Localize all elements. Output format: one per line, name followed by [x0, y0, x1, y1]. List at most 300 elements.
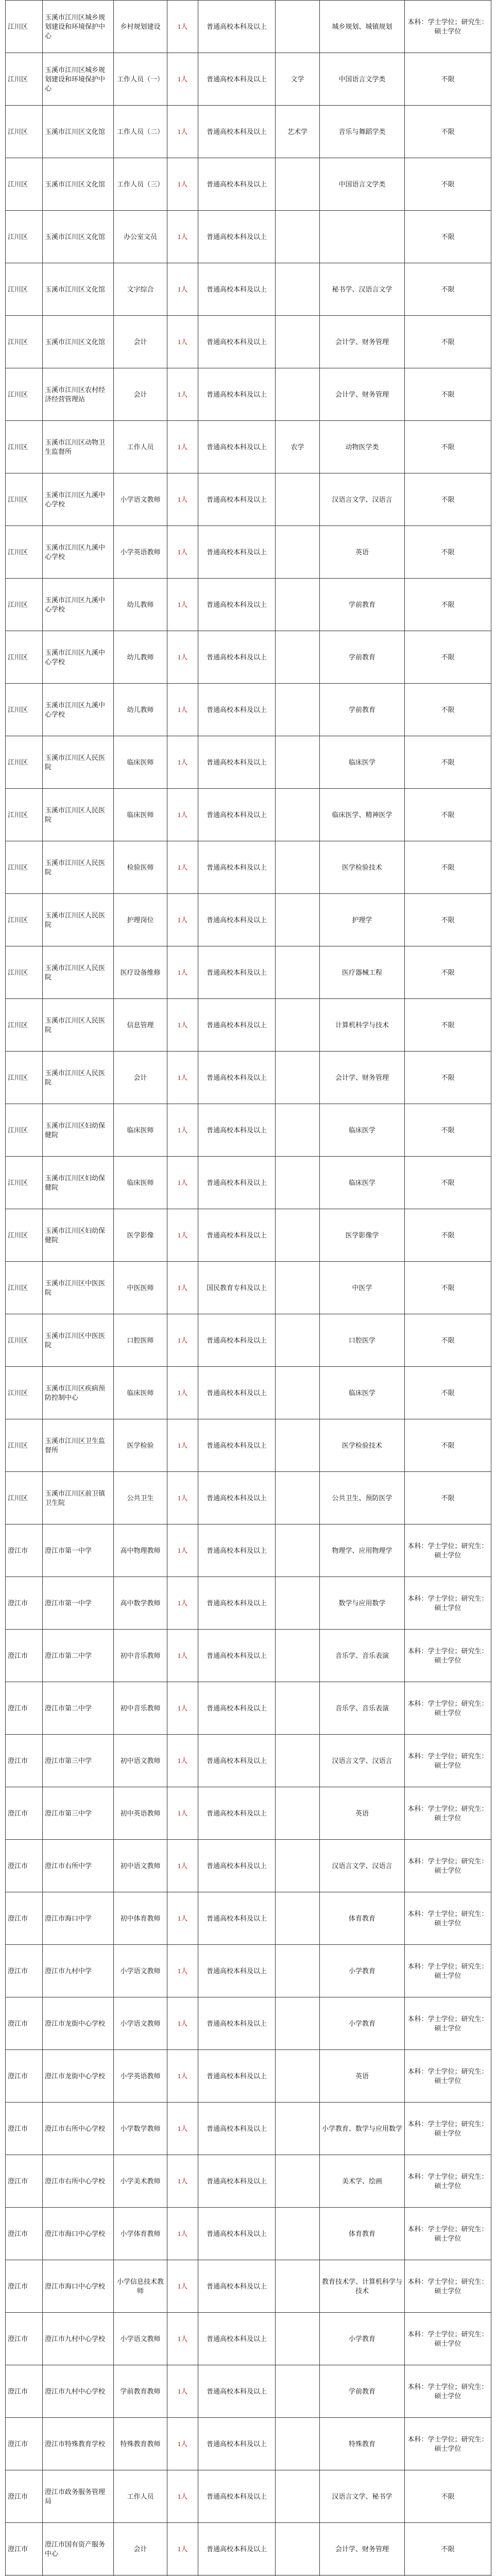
education-cell: 普通高校本科及以上	[198, 2103, 276, 2155]
education-cell: 普通高校本科及以上	[198, 1472, 276, 1524]
headcount-cell: 1人	[167, 158, 198, 211]
county-cell: 澄江市	[6, 1682, 43, 1735]
post-cell: 护理岗位	[114, 894, 167, 946]
major-cell: 秘书学、汉语言文学	[320, 263, 405, 316]
major-cell: 会计学、财务管理	[320, 316, 405, 368]
post-cell: 会计	[114, 2523, 167, 2575]
major-cell: 汉语言文学、汉语言	[320, 1840, 405, 1892]
post-cell: 工作人员（三）	[114, 158, 167, 211]
education-cell: 普通高校本科及以上	[198, 2260, 276, 2313]
headcount-cell: 1人	[167, 1630, 198, 1682]
headcount-cell: 1人	[167, 2523, 198, 2575]
headcount-cell: 1人	[167, 789, 198, 841]
table-row	[6, 946, 491, 999]
county-cell: 江川区	[6, 999, 43, 1052]
county-cell: 江川区	[6, 789, 43, 841]
post-cell: 初中音乐教师	[114, 1682, 167, 1735]
headcount-cell: 1人	[167, 894, 198, 946]
education-cell: 普通高校本科及以上	[198, 1735, 276, 1787]
county-cell: 江川区	[6, 1104, 43, 1157]
unit-cell: 澄江市九村中心学校	[43, 2313, 114, 2365]
headcount-cell: 1人	[167, 1209, 198, 1262]
other-req-cell: 本科：学士学位；研究生：硕士学位	[405, 2208, 491, 2260]
post-cell: 检验医师	[114, 841, 167, 894]
unit-cell: 玉溪市江川区中医医院	[43, 1314, 114, 1367]
table-row	[6, 473, 491, 526]
major-cell: 医学影像学	[320, 1209, 405, 1262]
county-cell: 江川区	[6, 736, 43, 789]
other-req-cell: 不限	[405, 736, 491, 789]
education-cell: 普通高校本科及以上	[198, 1052, 276, 1104]
post-cell: 小学语文教师	[114, 473, 167, 526]
category-cell	[276, 2050, 320, 2103]
county-cell: 江川区	[6, 894, 43, 946]
major-cell: 音乐学、音乐表演	[320, 1682, 405, 1735]
unit-cell: 玉溪市江川区妇幼保健院	[43, 1104, 114, 1157]
unit-cell: 玉溪市江川区九溪中心学校	[43, 473, 114, 526]
education-cell: 普通高校本科及以上	[198, 789, 276, 841]
county-cell: 江川区	[6, 263, 43, 316]
headcount-cell: 1人	[167, 684, 198, 736]
table-row	[6, 1052, 491, 1104]
education-cell: 普通高校本科及以上	[198, 263, 276, 316]
post-cell: 幼儿教师	[114, 684, 167, 736]
category-cell	[276, 1682, 320, 1735]
major-cell: 公共卫生、预防医学	[320, 1472, 405, 1524]
county-cell: 江川区	[6, 684, 43, 736]
category-cell: 农学	[276, 421, 320, 473]
headcount-cell: 1人	[167, 1262, 198, 1314]
headcount-cell: 1人	[167, 999, 198, 1052]
county-cell: 江川区	[6, 1472, 43, 1524]
unit-cell: 澄江市海口中心学校	[43, 2260, 114, 2313]
unit-cell: 玉溪市江川区文化馆	[43, 316, 114, 368]
headcount-cell: 1人	[167, 1367, 198, 1419]
table-row	[6, 53, 491, 106]
unit-cell: 玉溪市江川区文化馆	[43, 211, 114, 263]
category-cell	[276, 1367, 320, 1419]
education-cell: 普通高校本科及以上	[198, 2418, 276, 2470]
education-cell: 普通高校本科及以上	[198, 1104, 276, 1157]
post-cell: 工作人员	[114, 2470, 167, 2523]
county-cell: 江川区	[6, 1367, 43, 1419]
county-cell: 澄江市	[6, 1735, 43, 1787]
unit-cell: 澄江市海口中心学校	[43, 2208, 114, 2260]
unit-cell: 澄江市第一中学	[43, 1524, 114, 1577]
table-row	[6, 1682, 491, 1735]
table-row	[6, 736, 491, 789]
post-cell: 临床医师	[114, 1157, 167, 1209]
education-cell: 普通高校本科及以上	[198, 1840, 276, 1892]
post-cell: 小学英语教师	[114, 2050, 167, 2103]
category-cell	[276, 473, 320, 526]
unit-cell: 澄江市右所中心学校	[43, 2155, 114, 2208]
unit-cell: 玉溪市江川区文化馆	[43, 106, 114, 158]
headcount-cell: 1人	[167, 106, 198, 158]
headcount-cell: 1人	[167, 211, 198, 263]
category-cell	[276, 2418, 320, 2470]
major-cell: 汉语言文学、汉语言	[320, 1735, 405, 1787]
major-cell: 小学教育	[320, 1945, 405, 1997]
other-req-cell: 本科：学士学位；研究生：硕士学位	[405, 1, 491, 53]
headcount-cell: 1人	[167, 1840, 198, 1892]
unit-cell: 玉溪市江川区妇幼保健院	[43, 1157, 114, 1209]
headcount-cell: 1人	[167, 421, 198, 473]
education-cell: 普通高校本科及以上	[198, 631, 276, 684]
table-row	[6, 263, 491, 316]
unit-cell: 澄江市右所中学	[43, 1840, 114, 1892]
category-cell	[276, 2470, 320, 2523]
category-cell	[276, 789, 320, 841]
education-cell: 普通高校本科及以上	[198, 1630, 276, 1682]
education-cell: 普通高校本科及以上	[198, 579, 276, 631]
unit-cell: 澄江市九村中心学校	[43, 2365, 114, 2418]
headcount-cell: 1人	[167, 841, 198, 894]
education-cell: 普通高校本科及以上	[198, 2470, 276, 2523]
post-cell: 口腔医师	[114, 1314, 167, 1367]
headcount-cell: 1人	[167, 1314, 198, 1367]
unit-cell: 玉溪市江川区疾病预防控制中心	[43, 1367, 114, 1419]
major-cell: 音乐与舞蹈学类	[320, 106, 405, 158]
other-req-cell: 不限	[405, 1419, 491, 1472]
category-cell	[276, 1157, 320, 1209]
education-cell: 普通高校本科及以上	[198, 1209, 276, 1262]
post-cell: 幼儿教师	[114, 631, 167, 684]
post-cell: 信息管理	[114, 999, 167, 1052]
category-cell	[276, 368, 320, 421]
table-row	[6, 789, 491, 841]
county-cell: 澄江市	[6, 2313, 43, 2365]
other-req-cell: 本科：学士学位；研究生：硕士学位	[405, 1735, 491, 1787]
unit-cell: 玉溪市江川区文化馆	[43, 263, 114, 316]
table-row	[6, 368, 491, 421]
education-cell: 普通高校本科及以上	[198, 211, 276, 263]
major-cell: 体育教育	[320, 1892, 405, 1945]
unit-cell: 玉溪市江川区人民医院	[43, 789, 114, 841]
post-cell: 幼儿教师	[114, 579, 167, 631]
county-cell: 澄江市	[6, 2365, 43, 2418]
headcount-cell: 1人	[167, 2313, 198, 2365]
headcount-cell: 1人	[167, 263, 198, 316]
unit-cell: 澄江市国有资产服务中心	[43, 2523, 114, 2575]
county-cell: 澄江市	[6, 2260, 43, 2313]
category-cell	[276, 1524, 320, 1577]
table-row	[6, 1997, 491, 2050]
post-cell: 临床医师	[114, 789, 167, 841]
table-row	[6, 1314, 491, 1367]
table-row	[6, 2208, 491, 2260]
table-row	[6, 1209, 491, 1262]
county-cell: 江川区	[6, 1419, 43, 1472]
category-cell	[276, 1104, 320, 1157]
education-cell: 普通高校本科及以上	[198, 1787, 276, 1840]
post-cell: 小学体育教师	[114, 2208, 167, 2260]
post-cell: 高中物理教师	[114, 1524, 167, 1577]
county-cell: 江川区	[6, 1052, 43, 1104]
unit-cell: 澄江市特殊教育学校	[43, 2418, 114, 2470]
other-req-cell: 不限	[405, 53, 491, 106]
headcount-cell: 1人	[167, 2418, 198, 2470]
county-cell: 澄江市	[6, 1945, 43, 1997]
post-cell: 小学语文教师	[114, 1997, 167, 2050]
education-cell: 普通高校本科及以上	[198, 1682, 276, 1735]
category-cell	[276, 1892, 320, 1945]
category-cell: 文学	[276, 53, 320, 106]
unit-cell: 玉溪市江川区卫生监督所	[43, 1419, 114, 1472]
post-cell: 工作人员（二）	[114, 106, 167, 158]
headcount-cell: 1人	[167, 1104, 198, 1157]
other-req-cell: 不限	[405, 1367, 491, 1419]
unit-cell: 澄江市第二中学	[43, 1630, 114, 1682]
headcount-cell: 1人	[167, 736, 198, 789]
post-cell: 初中语文教师	[114, 1735, 167, 1787]
post-cell: 临床医师	[114, 736, 167, 789]
table-row	[6, 841, 491, 894]
county-cell: 江川区	[6, 421, 43, 473]
unit-cell: 玉溪市江川区九溪中心学校	[43, 631, 114, 684]
education-cell: 普通高校本科及以上	[198, 1997, 276, 2050]
unit-cell: 玉溪市江川区农村经济经营管理站	[43, 368, 114, 421]
county-cell: 江川区	[6, 631, 43, 684]
unit-cell: 玉溪市江川区人民医院	[43, 1052, 114, 1104]
county-cell: 江川区	[6, 368, 43, 421]
other-req-cell: 不限	[405, 841, 491, 894]
post-cell: 小学语文教师	[114, 2313, 167, 2365]
education-cell: 普通高校本科及以上	[198, 2523, 276, 2575]
category-cell	[276, 316, 320, 368]
education-cell: 国民教育专科及以上	[198, 1262, 276, 1314]
county-cell: 澄江市	[6, 2155, 43, 2208]
other-req-cell: 本科：学士学位；研究生：硕士学位	[405, 1524, 491, 1577]
other-req-cell: 不限	[405, 1209, 491, 1262]
major-cell: 体育教育	[320, 2208, 405, 2260]
category-cell: 艺术学	[276, 106, 320, 158]
county-cell: 江川区	[6, 158, 43, 211]
education-cell: 普通高校本科及以上	[198, 368, 276, 421]
education-cell: 普通高校本科及以上	[198, 946, 276, 999]
other-req-cell: 不限	[405, 1104, 491, 1157]
category-cell	[276, 1052, 320, 1104]
headcount-cell: 1人	[167, 2470, 198, 2523]
post-cell: 学前教育教师	[114, 2365, 167, 2418]
education-cell: 普通高校本科及以上	[198, 2313, 276, 2365]
table-row	[6, 1787, 491, 1840]
unit-cell: 玉溪市江川区城乡规划建设和环境保护中心	[43, 1, 114, 53]
unit-cell: 玉溪市江川区动物卫生监督所	[43, 421, 114, 473]
post-cell: 工作人员（一）	[114, 53, 167, 106]
county-cell: 澄江市	[6, 1787, 43, 1840]
county-cell: 江川区	[6, 841, 43, 894]
post-cell: 小学英语教师	[114, 526, 167, 579]
table-row	[6, 999, 491, 1052]
unit-cell: 玉溪市江川区人民医院	[43, 841, 114, 894]
headcount-cell: 1人	[167, 1577, 198, 1630]
major-cell: 临床医学、精神医学	[320, 789, 405, 841]
unit-cell: 澄江市第二中学	[43, 1682, 114, 1735]
category-cell	[276, 2103, 320, 2155]
table-row	[6, 1577, 491, 1630]
headcount-cell: 1人	[167, 1945, 198, 1997]
table-row	[6, 1367, 491, 1419]
headcount-cell: 1人	[167, 2365, 198, 2418]
other-req-cell: 不限	[405, 106, 491, 158]
other-req-cell: 不限	[405, 211, 491, 263]
other-req-cell: 不限	[405, 473, 491, 526]
other-req-cell: 不限	[405, 368, 491, 421]
table-row	[6, 2155, 491, 2208]
post-cell: 医疗设备维修	[114, 946, 167, 999]
headcount-cell: 1人	[167, 473, 198, 526]
table-row	[6, 1, 491, 53]
education-cell: 普通高校本科及以上	[198, 526, 276, 579]
post-cell: 初中英语教师	[114, 1787, 167, 1840]
major-cell: 医疗器械工程	[320, 946, 405, 999]
county-cell: 江川区	[6, 53, 43, 106]
category-cell	[276, 684, 320, 736]
other-req-cell: 不限	[405, 631, 491, 684]
category-cell	[276, 894, 320, 946]
post-cell: 中医医师	[114, 1262, 167, 1314]
table-row	[6, 684, 491, 736]
category-cell	[276, 1, 320, 53]
headcount-cell: 1人	[167, 2050, 198, 2103]
headcount-cell: 1人	[167, 316, 198, 368]
table-row	[6, 1104, 491, 1157]
education-cell: 普通高校本科及以上	[198, 473, 276, 526]
post-cell: 办公室文员	[114, 211, 167, 263]
other-req-cell: 不限	[405, 526, 491, 579]
county-cell: 澄江市	[6, 2050, 43, 2103]
headcount-cell: 1人	[167, 579, 198, 631]
county-cell: 江川区	[6, 106, 43, 158]
major-cell: 会计学、财务管理	[320, 368, 405, 421]
other-req-cell: 本科：学士学位；研究生：硕士学位	[405, 1892, 491, 1945]
major-cell: 学前教育	[320, 579, 405, 631]
category-cell	[276, 2313, 320, 2365]
category-cell	[276, 841, 320, 894]
major-cell: 音乐学、音乐表演	[320, 1630, 405, 1682]
category-cell	[276, 2523, 320, 2575]
county-cell: 澄江市	[6, 2103, 43, 2155]
education-cell: 普通高校本科及以上	[198, 1892, 276, 1945]
table-row	[6, 1157, 491, 1209]
other-req-cell: 本科：学士学位；研究生：硕士学位	[405, 1682, 491, 1735]
unit-cell: 玉溪市江川区城乡规划建设和环境保护中心	[43, 53, 114, 106]
post-cell: 文字综合	[114, 263, 167, 316]
major-cell: 护理学	[320, 894, 405, 946]
category-cell	[276, 1630, 320, 1682]
table-row	[6, 1840, 491, 1892]
category-cell	[276, 946, 320, 999]
post-cell: 会计	[114, 1052, 167, 1104]
unit-cell: 玉溪市江川区九溪中心学校	[43, 526, 114, 579]
major-cell: 汉语言文学、汉语言	[320, 473, 405, 526]
post-cell: 会计	[114, 368, 167, 421]
category-cell	[276, 736, 320, 789]
other-req-cell: 本科：学士学位；研究生：硕士学位	[405, 1630, 491, 1682]
table-body	[6, 1, 491, 2576]
unit-cell: 玉溪市江川区中医医院	[43, 1262, 114, 1314]
category-cell	[276, 2208, 320, 2260]
headcount-cell: 1人	[167, 53, 198, 106]
county-cell: 江川区	[6, 1209, 43, 1262]
table-row	[6, 2313, 491, 2365]
major-cell: 中医学	[320, 1262, 405, 1314]
table-row	[6, 2103, 491, 2155]
table-row	[6, 1419, 491, 1472]
major-cell: 汉语言文学、秘书学	[320, 2470, 405, 2523]
county-cell: 澄江市	[6, 2523, 43, 2575]
headcount-cell: 1人	[167, 1787, 198, 1840]
county-cell: 澄江市	[6, 1892, 43, 1945]
table-row	[6, 631, 491, 684]
major-cell: 英语	[320, 526, 405, 579]
education-cell: 普通高校本科及以上	[198, 2208, 276, 2260]
education-cell: 普通高校本科及以上	[198, 158, 276, 211]
major-cell: 医学检验技术	[320, 1419, 405, 1472]
other-req-cell: 不限	[405, 1262, 491, 1314]
major-cell: 小学教育	[320, 2313, 405, 2365]
major-cell: 临床医学	[320, 1367, 405, 1419]
category-cell	[276, 1945, 320, 1997]
unit-cell: 澄江市第三中学	[43, 1735, 114, 1787]
unit-cell: 玉溪市江川区前卫镇卫生院	[43, 1472, 114, 1524]
education-cell: 普通高校本科及以上	[198, 841, 276, 894]
education-cell: 普通高校本科及以上	[198, 316, 276, 368]
other-req-cell: 不限	[405, 421, 491, 473]
unit-cell: 澄江市政务服务管理局	[43, 2470, 114, 2523]
other-req-cell: 不限	[405, 684, 491, 736]
headcount-cell: 1人	[167, 946, 198, 999]
county-cell: 澄江市	[6, 2470, 43, 2523]
education-cell: 普通高校本科及以上	[198, 1367, 276, 1419]
county-cell: 澄江市	[6, 2208, 43, 2260]
county-cell: 澄江市	[6, 1997, 43, 2050]
major-cell: 中国语言文学类	[320, 53, 405, 106]
category-cell	[276, 1577, 320, 1630]
table-row	[6, 894, 491, 946]
table-row	[6, 2418, 491, 2470]
table-row	[6, 211, 491, 263]
education-cell: 普通高校本科及以上	[198, 421, 276, 473]
unit-cell: 澄江市九村中学	[43, 1945, 114, 1997]
other-req-cell: 本科：学士学位；研究生：硕士学位	[405, 2050, 491, 2103]
headcount-cell: 1人	[167, 526, 198, 579]
category-cell	[276, 526, 320, 579]
other-req-cell: 本科：学士学位；研究生：硕士学位	[405, 2418, 491, 2470]
major-cell: 城乡规划、城镇规划	[320, 1, 405, 53]
category-cell	[276, 1787, 320, 1840]
unit-cell: 澄江市第一中学	[43, 1577, 114, 1630]
post-cell: 会计	[114, 316, 167, 368]
other-req-cell: 不限	[405, 894, 491, 946]
table-row	[6, 421, 491, 473]
table-row	[6, 2050, 491, 2103]
category-cell	[276, 1840, 320, 1892]
table-row	[6, 579, 491, 631]
unit-cell: 玉溪市江川区文化馆	[43, 158, 114, 211]
education-cell: 普通高校本科及以上	[198, 1157, 276, 1209]
post-cell: 医学影像	[114, 1209, 167, 1262]
major-cell: 英语	[320, 1787, 405, 1840]
post-cell: 特殊教育教师	[114, 2418, 167, 2470]
unit-cell: 玉溪市江川区人民医院	[43, 736, 114, 789]
education-cell: 普通高校本科及以上	[198, 1577, 276, 1630]
major-cell	[320, 211, 405, 263]
category-cell	[276, 211, 320, 263]
other-req-cell: 不限	[405, 1314, 491, 1367]
table-row	[6, 2470, 491, 2523]
